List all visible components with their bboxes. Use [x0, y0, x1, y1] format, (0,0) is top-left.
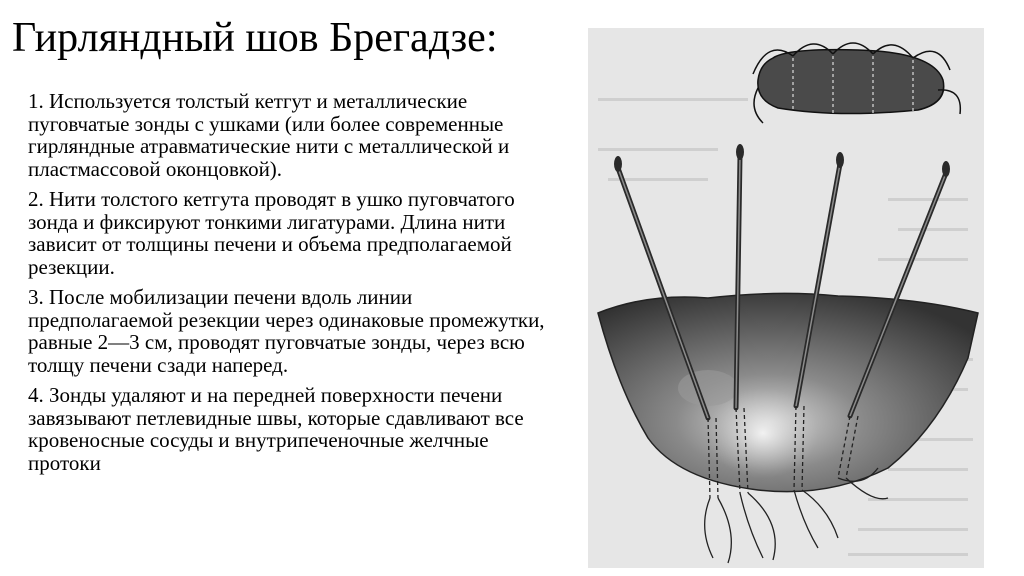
text-body [28, 90, 553, 482]
liver-suture-diagram [588, 28, 984, 568]
paragraph-2: 2. Нити толстого кетгута проводят в ушко пуговчатого зонда и фиксируют тонкими лигатурами. Длина нити зависит от толщины печени и объема предполагаемой резекции. [28, 187, 515, 279]
paragraph-1: 1. Используется толстый кетгут и металлические пуговчатые зонды с ушками (или более современные гирляндные атравматические нити с металлической и пластмассовой оконцовкой). [28, 89, 510, 181]
paragraph-3: 3. После мобилизации печени вдоль линии предполагаемой резекции через одинаковые промежутки, равные 2—3 см, проводят пуговчатые зонды, через всю толщу печени сзади наперед. [28, 285, 545, 377]
paragraph-4: 4. Зонды удаляют и на передней поверхности печени завязывают петлевидные швы, которые сдавливают все кровеносные сосуды и внутрипеченочные желчные протоки [28, 383, 524, 475]
illustration [588, 28, 984, 568]
slide-title: Гирляндный шов Брегадзе: [12, 15, 498, 61]
